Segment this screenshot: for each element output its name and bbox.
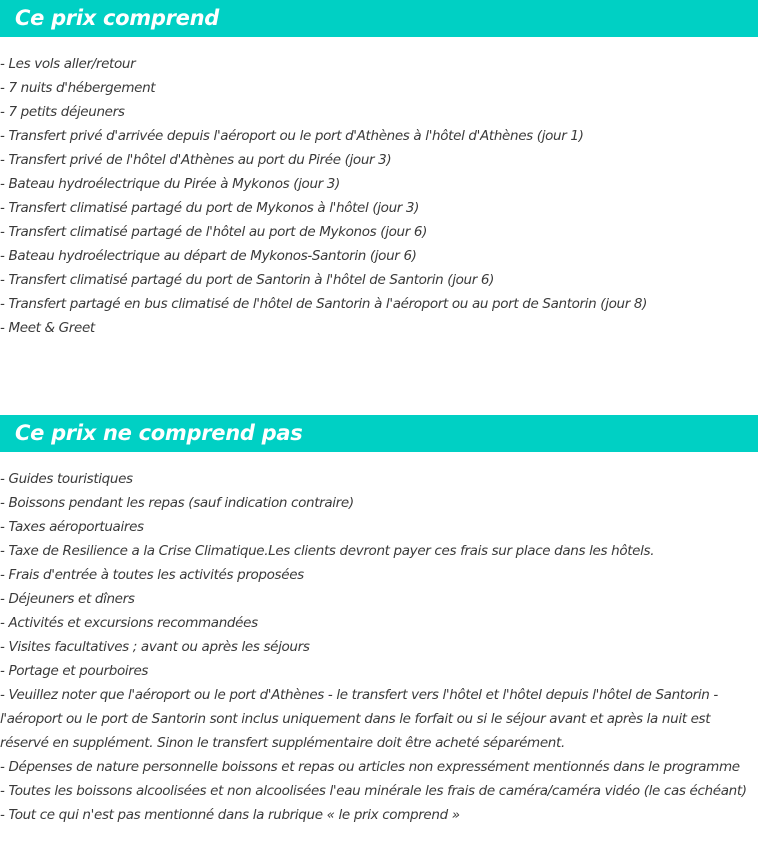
excluded-item: - Guides touristiques xyxy=(0,471,133,487)
included-item: - Les vols aller/retour xyxy=(0,56,136,72)
excluded-item: - Dépenses de nature personnelle boissons et repas ou articles non expressément mentionnés dans le programme xyxy=(0,759,740,775)
included-item: - Transfert privé de l'hôtel d'Athènes au port du Pirée (jour 3) xyxy=(0,152,392,168)
included-items-list xyxy=(0,52,758,340)
included-item: - Transfert privé d'arrivée depuis l'aéroport ou le port d'Athènes à l'hôtel d'Athènes (jour 1) xyxy=(0,128,584,144)
included-item: - 7 petits déjeuners xyxy=(0,104,125,120)
excluded-item: - Taxe de Resilience a la Crise Climatique.Les clients devront payer ces frais sur place dans les hôtels. xyxy=(0,543,655,559)
excluded-item: - Boissons pendant les repas (sauf indication contraire) xyxy=(0,495,354,511)
included-item: - Transfert climatisé partagé de l'hôtel au port de Mykonos (jour 6) xyxy=(0,224,428,240)
excluded-item: - Toutes les boissons alcoolisées et non alcoolisées l'eau minérale les frais de caméra/caméra vidéo (le cas échéant) xyxy=(0,783,747,799)
included-item: - 7 nuits d'hébergement xyxy=(0,80,156,96)
included-item: - Bateau hydroélectrique au départ de Mykonos-Santorin (jour 6) xyxy=(0,248,417,264)
excluded-item: - Visites facultatives ; avant ou après les séjours xyxy=(0,639,310,655)
included-section-title: Ce prix comprend xyxy=(15,6,219,30)
excluded-item: - Taxes aéroportuaires xyxy=(0,519,144,535)
excluded-item: - Tout ce qui n'est pas mentionné dans la rubrique « le prix comprend » xyxy=(0,807,460,823)
excluded-item: - Déjeuners et dîners xyxy=(0,591,135,607)
excluded-item: - Activités et excursions recommandées xyxy=(0,615,258,631)
excluded-item: - Frais d'entrée à toutes les activités proposées xyxy=(0,567,304,583)
included-item: - Transfert climatisé partagé du port de Santorin à l'hôtel de Santorin (jour 6) xyxy=(0,272,495,288)
excluded-item: - Veuillez noter que l'aéroport ou le port d'Athènes - le transfert vers l'hôtel et l'hôtel depuis l'hôtel de Santorin - l'aéroport ou le port de Santorin sont inclus uniquement dans le forfait ou si le séjour avant et après la nuit est réservé en supplément. Sinon le transfert supplémentaire doit être acheté séparément. xyxy=(0,687,718,751)
excluded-items-list xyxy=(0,467,758,827)
excluded-item: - Portage et pourboires xyxy=(0,663,149,679)
included-item: - Transfert climatisé partagé du port de Mykonos à l'hôtel (jour 3) xyxy=(0,200,420,216)
excluded-section-header xyxy=(0,415,758,452)
included-item: - Meet & Greet xyxy=(0,320,95,336)
included-item: - Bateau hydroélectrique du Pirée à Mykonos (jour 3) xyxy=(0,176,340,192)
included-section-header xyxy=(0,0,758,37)
excluded-section-title: Ce prix ne comprend pas xyxy=(15,421,303,445)
included-item: - Transfert partagé en bus climatisé de l'hôtel de Santorin à l'aéroport ou au port de Santorin (jour 8) xyxy=(0,296,648,312)
